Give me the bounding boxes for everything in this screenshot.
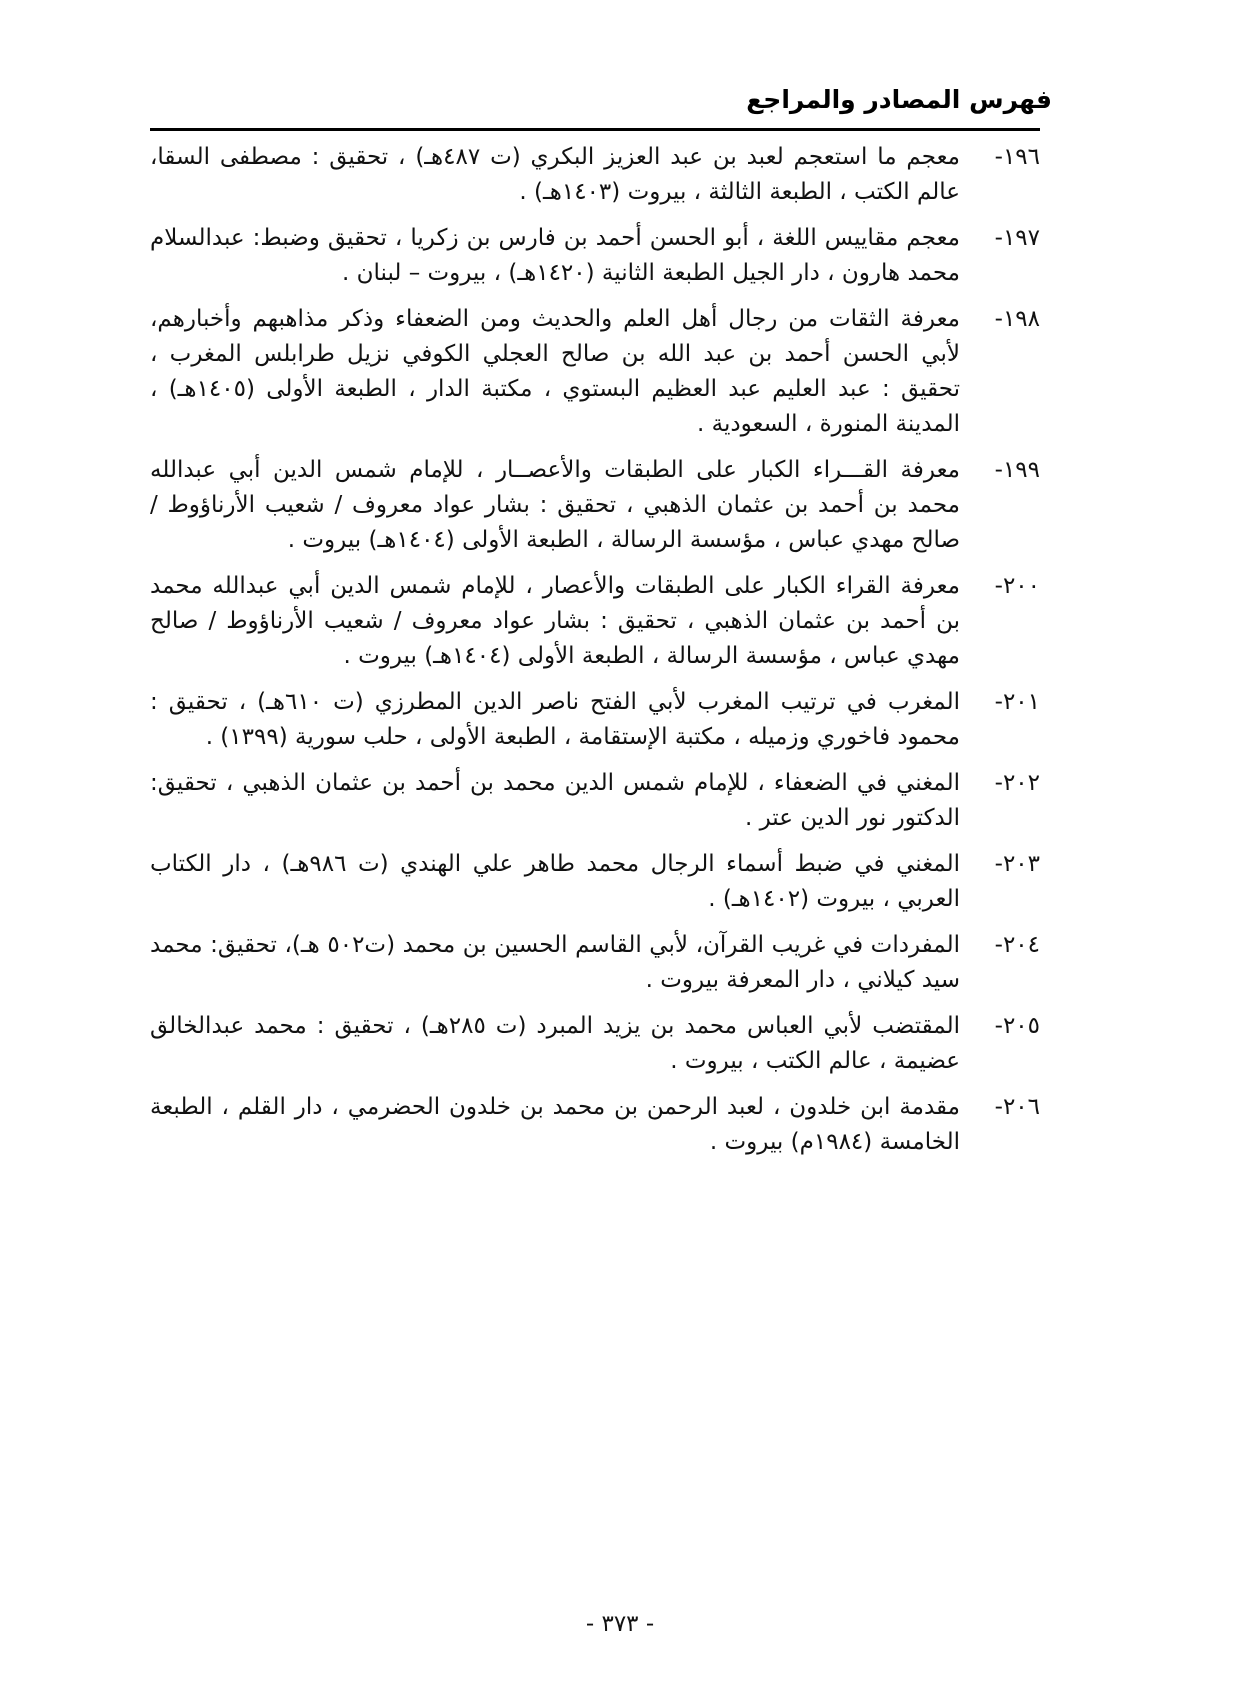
bibliography-entry bbox=[150, 1009, 1040, 1079]
entry-text: المفردات في غريب القرآن، لأبي القاسم الحسين بن محمد (ت٥٠٢ هـ)، تحقيق: محمد سيد كيلاني ، دار المعرفة بيروت . bbox=[150, 932, 960, 993]
entry-number: ٢٠٢- bbox=[994, 770, 1040, 796]
entry-text: المقتضب لأبي العباس محمد بن يزيد المبرد (ت ٢٨٥هـ) ، تحقيق : محمد عبدالخالق عضيمة ، عالم الكتب ، بيروت . bbox=[150, 1013, 960, 1074]
entry-text: المغني في الضعفاء ، للإمام شمس الدين محمد بن أحمد بن عثمان الذهبي ، تحقيق: الدكتور نور الدين عتر . bbox=[150, 770, 960, 831]
entry-number: ٢٠٥- bbox=[994, 1013, 1040, 1039]
entry-text: معرفة القـــراء الكبار على الطبقات والأعصــار ، للإمام شمس الدين أبي عبدالله محمد بن أحمد بن عثمان الذهبي ، تحقيق : بشار عواد معروف / شعيب الأرناؤوط / صالح مهدي عباس ، مؤسسة الرسالة ، الطبعة الأولى (١٤٠٤هـ) بيروت . bbox=[150, 457, 960, 553]
entry-number: ٢٠٤- bbox=[994, 932, 1040, 958]
entry-number: ٢٠١- bbox=[994, 689, 1040, 715]
bibliography-entry bbox=[150, 140, 1040, 210]
entry-text: معجم مقاييس اللغة ، أبو الحسن أحمد بن فارس بن زكريا ، تحقيق وضبط: عبدالسلام محمد هارون ، دار الجيل الطبعة الثانية (١٤٢٠هـ) ، بيروت – لبنان . bbox=[150, 225, 960, 286]
bibliography-entry bbox=[150, 221, 1040, 291]
entry-number: ١٩٦- bbox=[994, 144, 1040, 170]
bibliography-entry bbox=[150, 302, 1040, 442]
bibliography-entry bbox=[150, 453, 1040, 558]
entry-text: معرفة القراء الكبار على الطبقات والأعصار ، للإمام شمس الدين أبي عبدالله محمد بن أحمد بن عثمان الذهبي ، تحقيق : بشار عواد معروف / شعيب الأرناؤوط / صالح مهدي عباس ، مؤسسة الرسالة ، الطبعة الأولى (١٤٠٤هـ) بيروت . bbox=[150, 573, 960, 669]
entry-number: ١٩٧- bbox=[994, 225, 1040, 251]
bibliography-entry bbox=[150, 685, 1040, 755]
entry-number: ١٩٩- bbox=[994, 457, 1040, 483]
entry-text: مقدمة ابن خلدون ، لعبد الرحمن بن محمد بن خلدون الحضرمي ، دار القلم ، الطبعة الخامسة (١٩٨٤م) بيروت . bbox=[150, 1094, 960, 1155]
entry-number: ٢٠٦- bbox=[994, 1094, 1040, 1120]
bibliography-entry bbox=[150, 847, 1040, 917]
entry-number: ١٩٨- bbox=[994, 306, 1040, 332]
entry-text: معجم ما استعجم لعبد بن عبد العزيز البكري (ت ٤٨٧هـ) ، تحقيق : مصطفى السقا، عالم الكتب ، الطبعة الثالثة ، بيروت (١٤٠٣هـ) . bbox=[150, 144, 960, 205]
running-header: فهرس المصادر والمراجع bbox=[746, 85, 1052, 114]
header-rule bbox=[150, 128, 1040, 131]
bibliography-entry bbox=[150, 928, 1040, 998]
entry-text: معرفة الثقات من رجال أهل العلم والحديث ومن الضعفاء وذكر مذاهبهم وأخبارهم، لأبي الحسن أحمد بن عبد الله بن صالح العجلي الكوفي نزيل طرابلس المغرب ، تحقيق : عبد العليم عبد العظيم البستوي ، مكتبة الدار ، الطبعة الأولى (١٤٠٥هـ) ، المدينة المنورة ، السعودية . bbox=[150, 306, 960, 437]
entry-number: ٢٠٠- bbox=[994, 573, 1040, 599]
bibliography-entry bbox=[150, 766, 1040, 836]
entry-number: ٢٠٣- bbox=[994, 851, 1040, 877]
bibliography-entry bbox=[150, 1090, 1040, 1160]
entry-text: المغني في ضبط أسماء الرجال محمد طاهر علي الهندي (ت ٩٨٦هـ) ، دار الكتاب العربي ، بيروت (١٤٠٢هـ) . bbox=[150, 851, 960, 912]
page-number: - ٣٧٣ - bbox=[585, 1611, 655, 1637]
entry-text: المغرب في ترتيب المغرب لأبي الفتح ناصر الدين المطرزي (ت ٦١٠هـ) ، تحقيق : محمود فاخوري وزميله ، مكتبة الإستقامة ، الطبعة الأولى ، حلب سورية (١٣٩٩) . bbox=[150, 689, 960, 750]
bibliography-entry bbox=[150, 569, 1040, 674]
bibliography-list bbox=[150, 140, 1040, 1171]
